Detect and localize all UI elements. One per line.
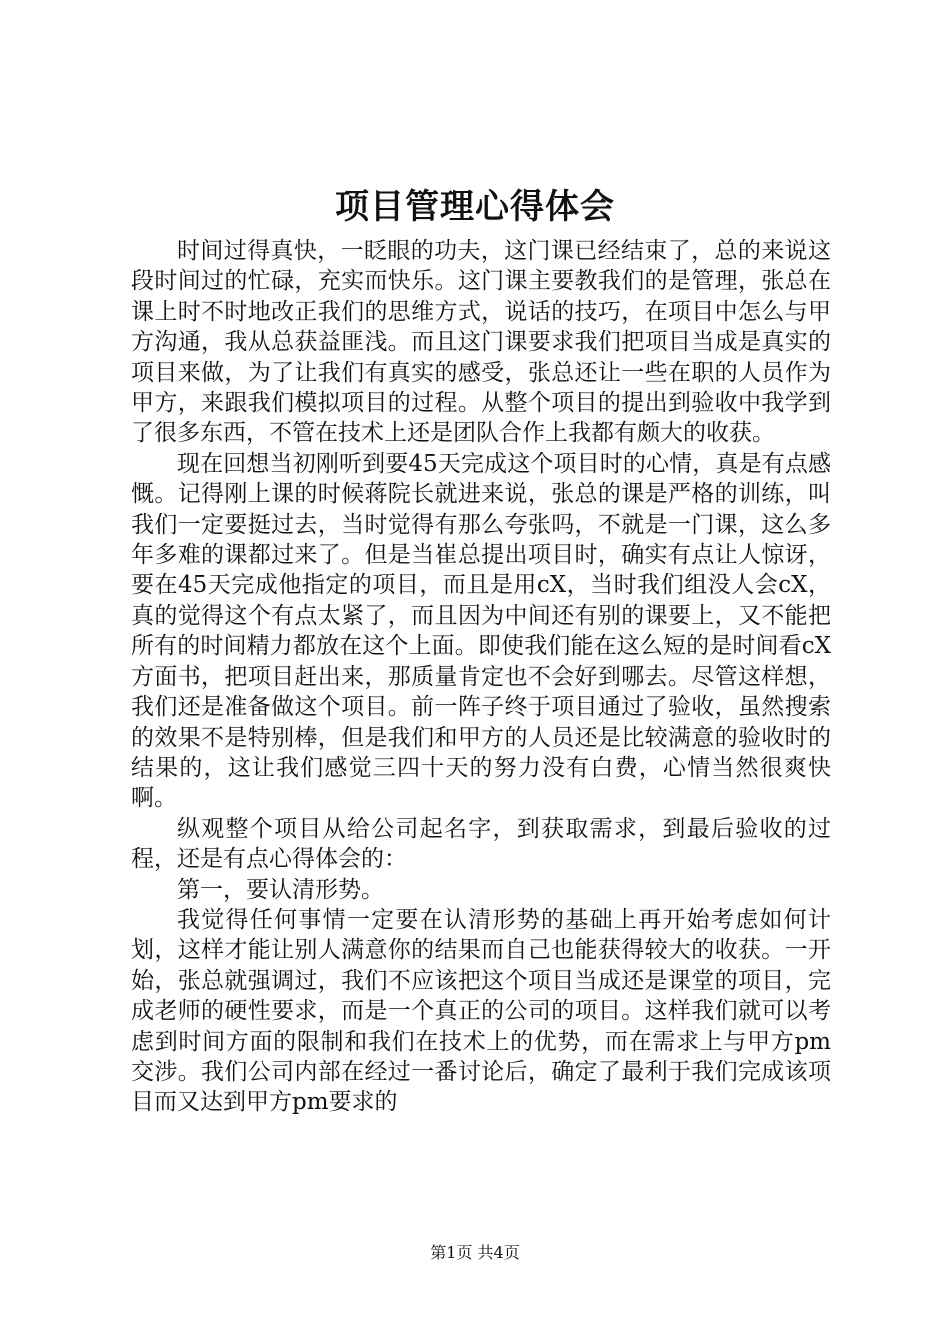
document-title: 项目管理心得体会: [335, 187, 615, 227]
page-footer: 第1页 共4页: [430, 1243, 520, 1262]
document-body: [131, 236, 831, 1118]
paragraph-1: 时间过得真快，一眨眼的功夫，这门课已经结束了，总的来说这段时间过的忙碌，充实而快乐。这门课主要教我们的是管理，张总在课上时不时地改正我们的思维方式，说话的技巧，在项目中怎么与甲方沟通，我从总获益匪浅。而且这门课要求我们把项目当成是真实的项目来做，为了让我们有真实的感受，张总还让一些在职的人员作为甲方，来跟我们模拟项目的过程。从整个项目的提出到验收中我学到了很多东西，不管在技术上还是团队合作上我都有颇大的收获。: [131, 238, 831, 447]
paragraph-3: 纵观整个项目从给公司起名字，到获取需求，到最后验收的过程，还是有点心得体会的：: [131, 815, 831, 873]
paragraph-4-heading: 第一，要认清形势。: [177, 876, 384, 903]
paragraph-5: 我觉得任何事情一定要在认清形势的基础上再开始考虑如何计划，这样才能让别人满意你的结果而自己也能获得较大的收获。一开始，张总就强调过，我们不应该把这个项目当成还是课堂的项目，完成老师的硬性要求，而是一个真正的公司的项目。这样我们就可以考虑到时间方面的限制和我们在技术上的优势，而在需求上与甲方pm交涉。我们公司内部在经过一番讨论后，确定了最利于我们完成该项目而又达到甲方pm要求的: [131, 906, 831, 1116]
paragraph-2: 现在回想当初刚听到要45天完成这个项目时的心情，真是有点感慨。记得刚上课的时候蒋院长就进来说，张总的课是严格的训练，叫我们一定要挺过去，当时觉得有那么夸张吗，不就是一门课，这么多年多难的课都过来了。但是当崔总提出项目时，确实有点让人惊讶，要在45天完成他指定的项目，而且是用cX，当时我们组没人会cX，真的觉得这个有点太紧了，而且因为中间还有别的课要上，又不能把所有的时间精力都放在这个上面。即使我们能在这么短的是时间看cX方面书，把项目赶出来，那质量肯定也不会好到哪去。尽管这样想，我们还是准备做这个项目。前一阵子终于项目通过了验收，虽然搜索的效果不是特别棒，但是我们和甲方的人员还是比较满意的验收时的结果的，这让我们感觉三四十天的努力没有白费，心情当然很爽快啊。: [131, 450, 831, 812]
